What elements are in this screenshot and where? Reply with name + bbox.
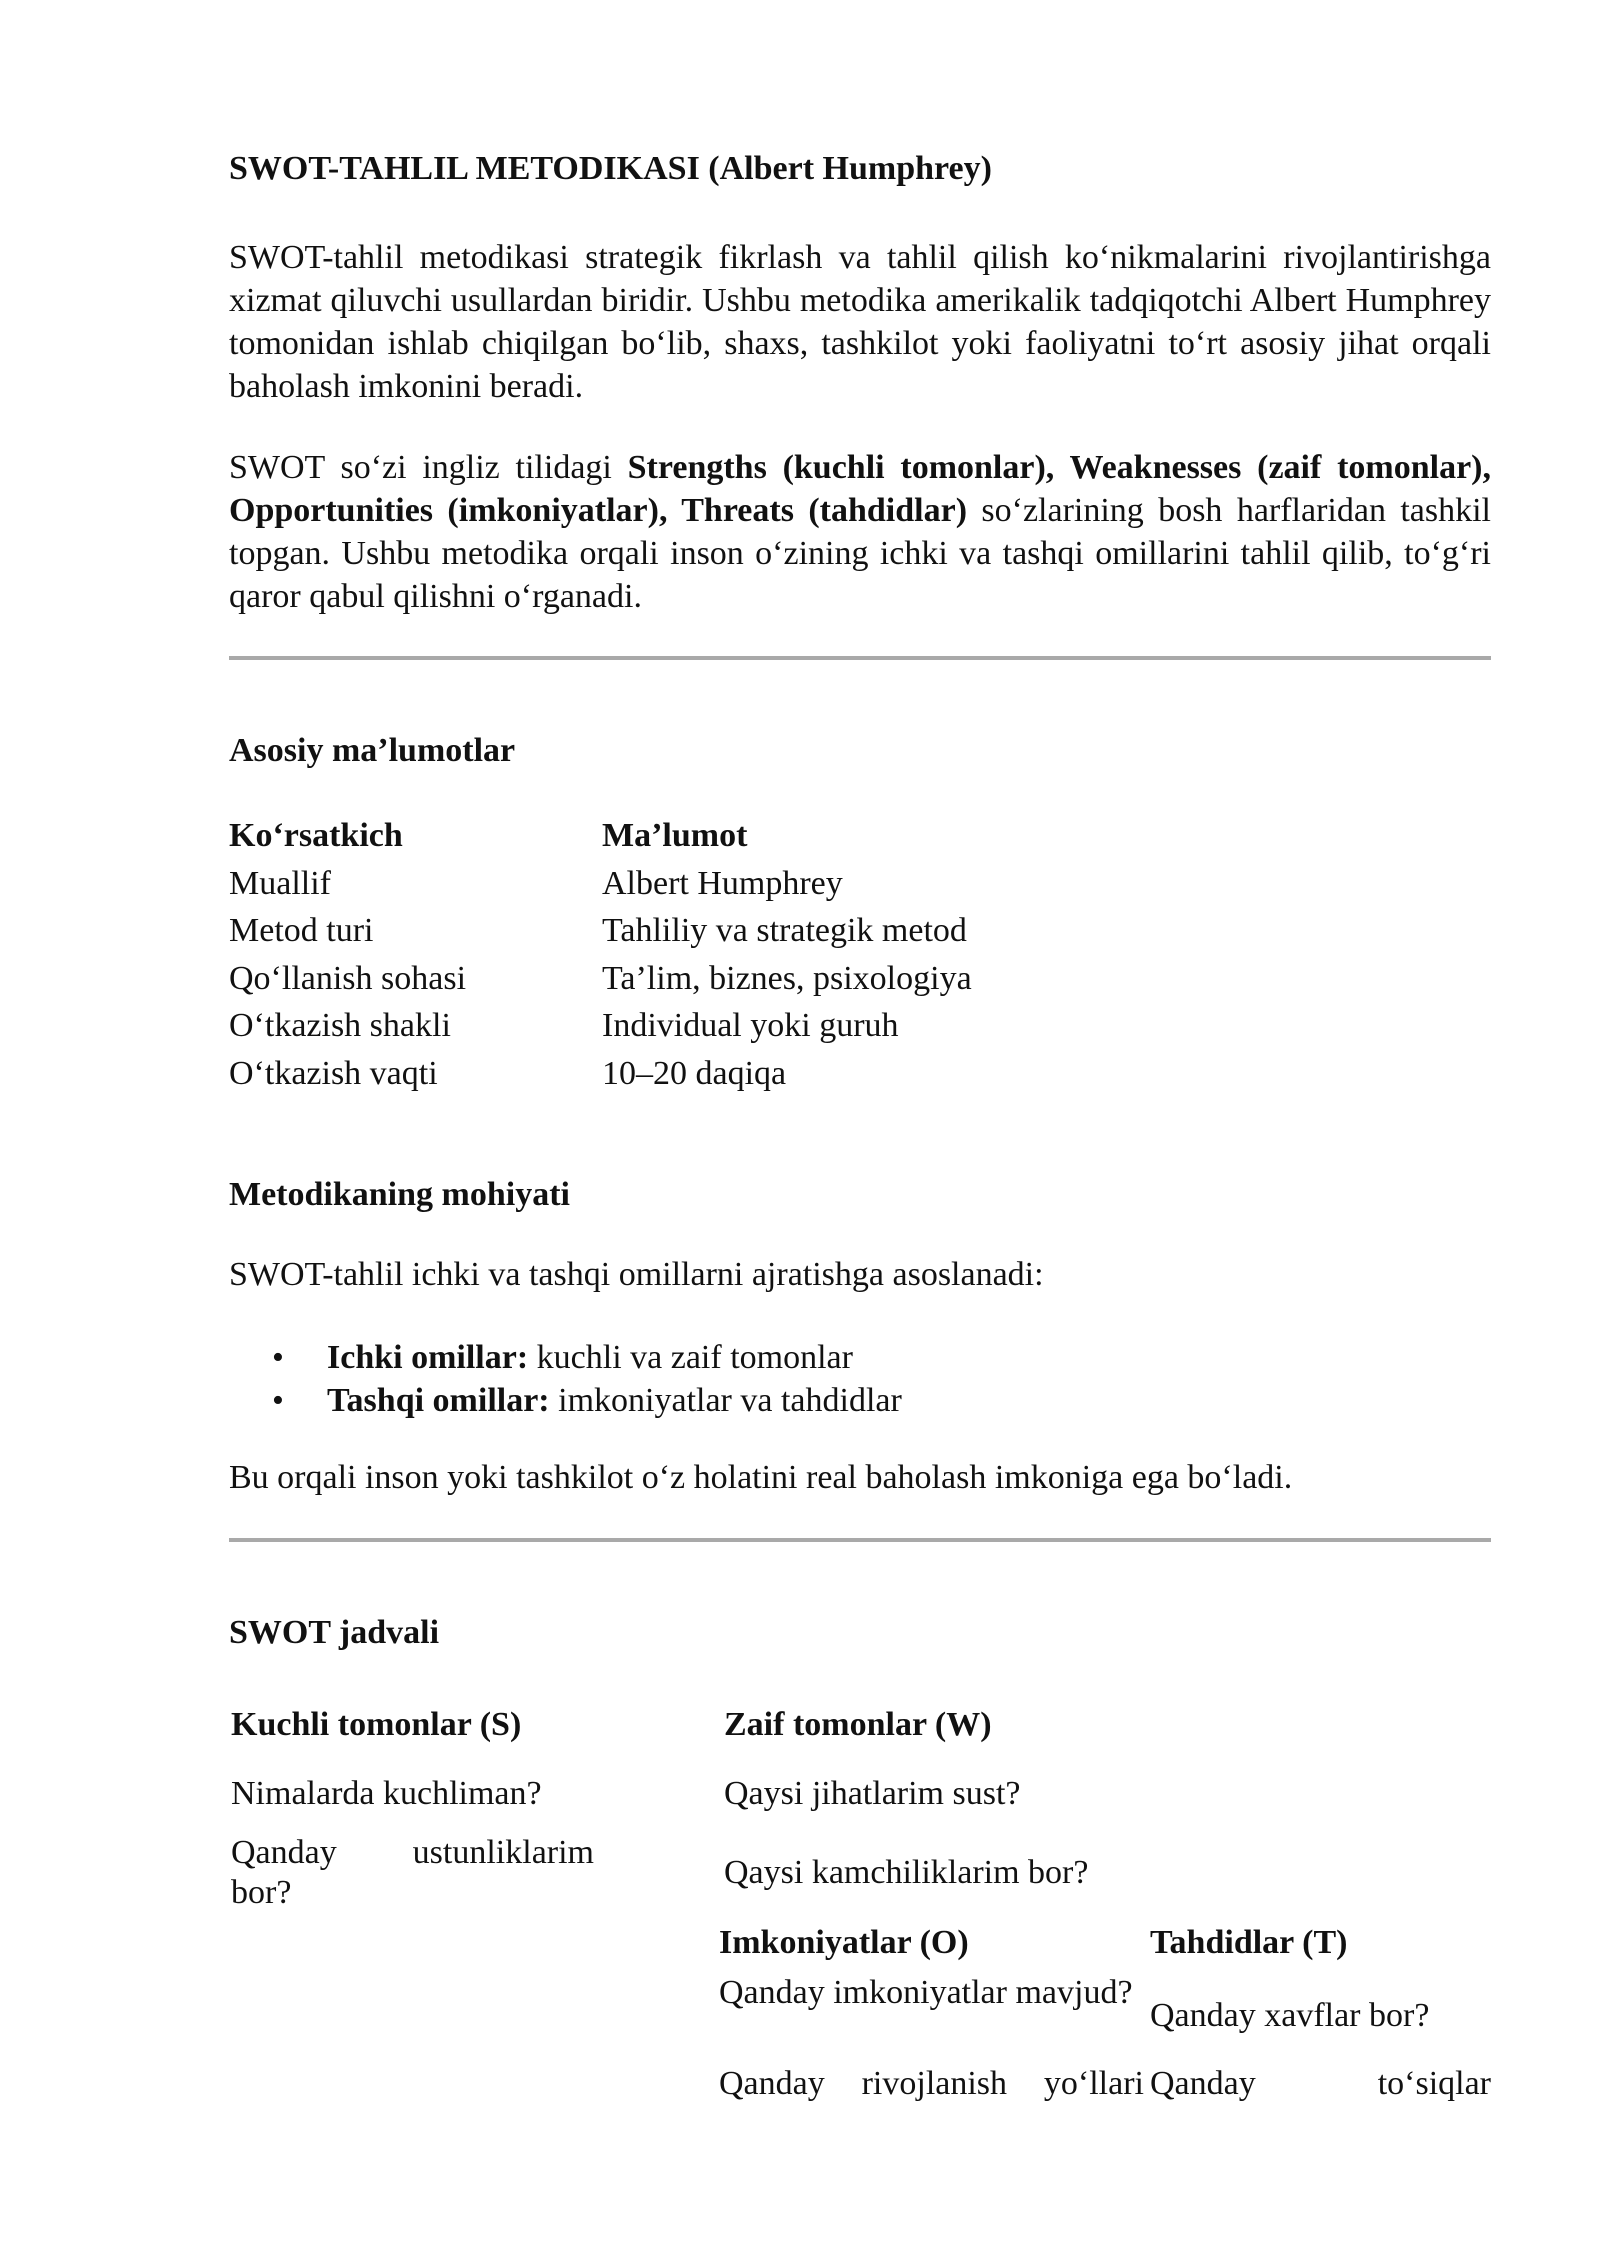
weaknesses-question: Qaysi jihatlarim sust? [724,1775,1021,1812]
essence-conclusion: Bu orqali inson yoki tashkilot o‘z holatini real baholash imkoniga ega bo‘ladi. [229,1459,1293,1496]
list-item [229,1336,902,1379]
section-divider [229,1538,1491,1542]
table-row [229,1050,972,1098]
section-divider [229,656,1491,660]
essence-bullet-list [229,1336,902,1422]
info-label: Qo‘llanish sohasi [229,959,467,997]
info-label: O‘tkazish vaqti [229,1054,438,1092]
info-column-header: Ko‘rsatkich [229,817,403,854]
info-table-header [229,812,972,860]
bullet-term: Ichki omillar: [327,1339,529,1376]
info-label: O‘tkazish shakli [229,1007,451,1044]
info-value: Ta’lim, biznes, psixologiya [602,959,972,997]
strengths-question: Nimalarda kuchliman? [231,1775,542,1812]
bullet-term: Tashqi omillar: [327,1382,550,1419]
info-column-header: Ma’lumot [602,817,748,854]
swot-definition-terms: Strengths (kuchli tomonlar), Weaknesses (zaif tomonlar), Opportunities (imkoniyatlar), Threats (tahdidlar) [229,449,1491,529]
weaknesses-title: Zaif tomonlar (W) [724,1706,992,1743]
threats-question: Qanday to‘siqlar [1150,2065,1491,2102]
table-row [229,1002,972,1050]
info-label: Muallif [229,864,331,902]
weaknesses-question: Qaysi kamchiliklarim bor? [724,1854,1089,1891]
info-value: Individual yoki guruh [602,1007,899,1044]
swot-heading: SWOT jadvali [229,1614,440,1651]
info-value: 10–20 daqiqa [602,1054,787,1092]
list-item [229,1379,902,1422]
essence-lead: SWOT-tahlil ichki va tashqi omillarni ajratishga asoslanadi: [229,1256,1044,1293]
table-row [229,860,972,908]
threats-question: Qanday xavflar bor? [1150,1997,1430,2034]
bullet-icon: • [272,1339,284,1376]
strengths-title: Kuchli tomonlar (S) [231,1706,522,1743]
info-value: Tahliliy va strategik metod [602,912,967,949]
info-table [229,812,972,1097]
threats-title: Tahdidlar (T) [1150,1924,1348,1961]
opportunities-question: Qanday rivojlanish yo‘llari [719,2065,1144,2102]
info-label: Metod turi [229,912,374,949]
bullet-icon: • [272,1382,284,1419]
opportunities-question: Qanday imkoniyatlar mavjud? [719,1974,1133,2011]
intro-paragraph: SWOT-tahlil metodikasi strategik fikrlash va tahlil qilish ko‘nikmalarini rivojlantirishga xizmat qiluvchi usullardan biridir. Ushbu metodika amerikalik tadqiqotchi Albert Humphrey tomonidan ishlab chiqilgan bo‘lib, shaxs, tashkilot yoki faoliyatni to‘rt asosiy jihat orqali baholash imkonini beradi. [229,239,1491,405]
strengths-question: Qanday ustunliklarim bor? [231,1834,594,1911]
info-heading: Asosiy ma’lumotlar [229,732,516,769]
document-title: SWOT-TAHLIL METODIKASI (Albert Humphrey) [229,150,992,187]
swot-definition-paragraph [229,446,1491,618]
swot-definition-pre: SWOT so‘zi ingliz tilidagi [229,449,628,486]
table-row [229,907,972,955]
bullet-text: kuchli va zaif tomonlar [528,1339,853,1376]
table-row [229,955,972,1003]
info-value: Albert Humphrey [602,864,843,902]
opportunities-title: Imkoniyatlar (O) [719,1924,969,1961]
essence-heading: Metodikaning mohiyati [229,1176,570,1213]
swot-definition-post: so‘zlarining bosh harflaridan tashkil topgan. Ushbu metodika orqali inson o‘zining ichki va tashqi omillarini tahlil qilib, to‘g‘ri qaror qabul qilishni o‘rganadi. [229,492,1491,615]
bullet-text: imkoniyatlar va tahdidlar [549,1382,902,1419]
